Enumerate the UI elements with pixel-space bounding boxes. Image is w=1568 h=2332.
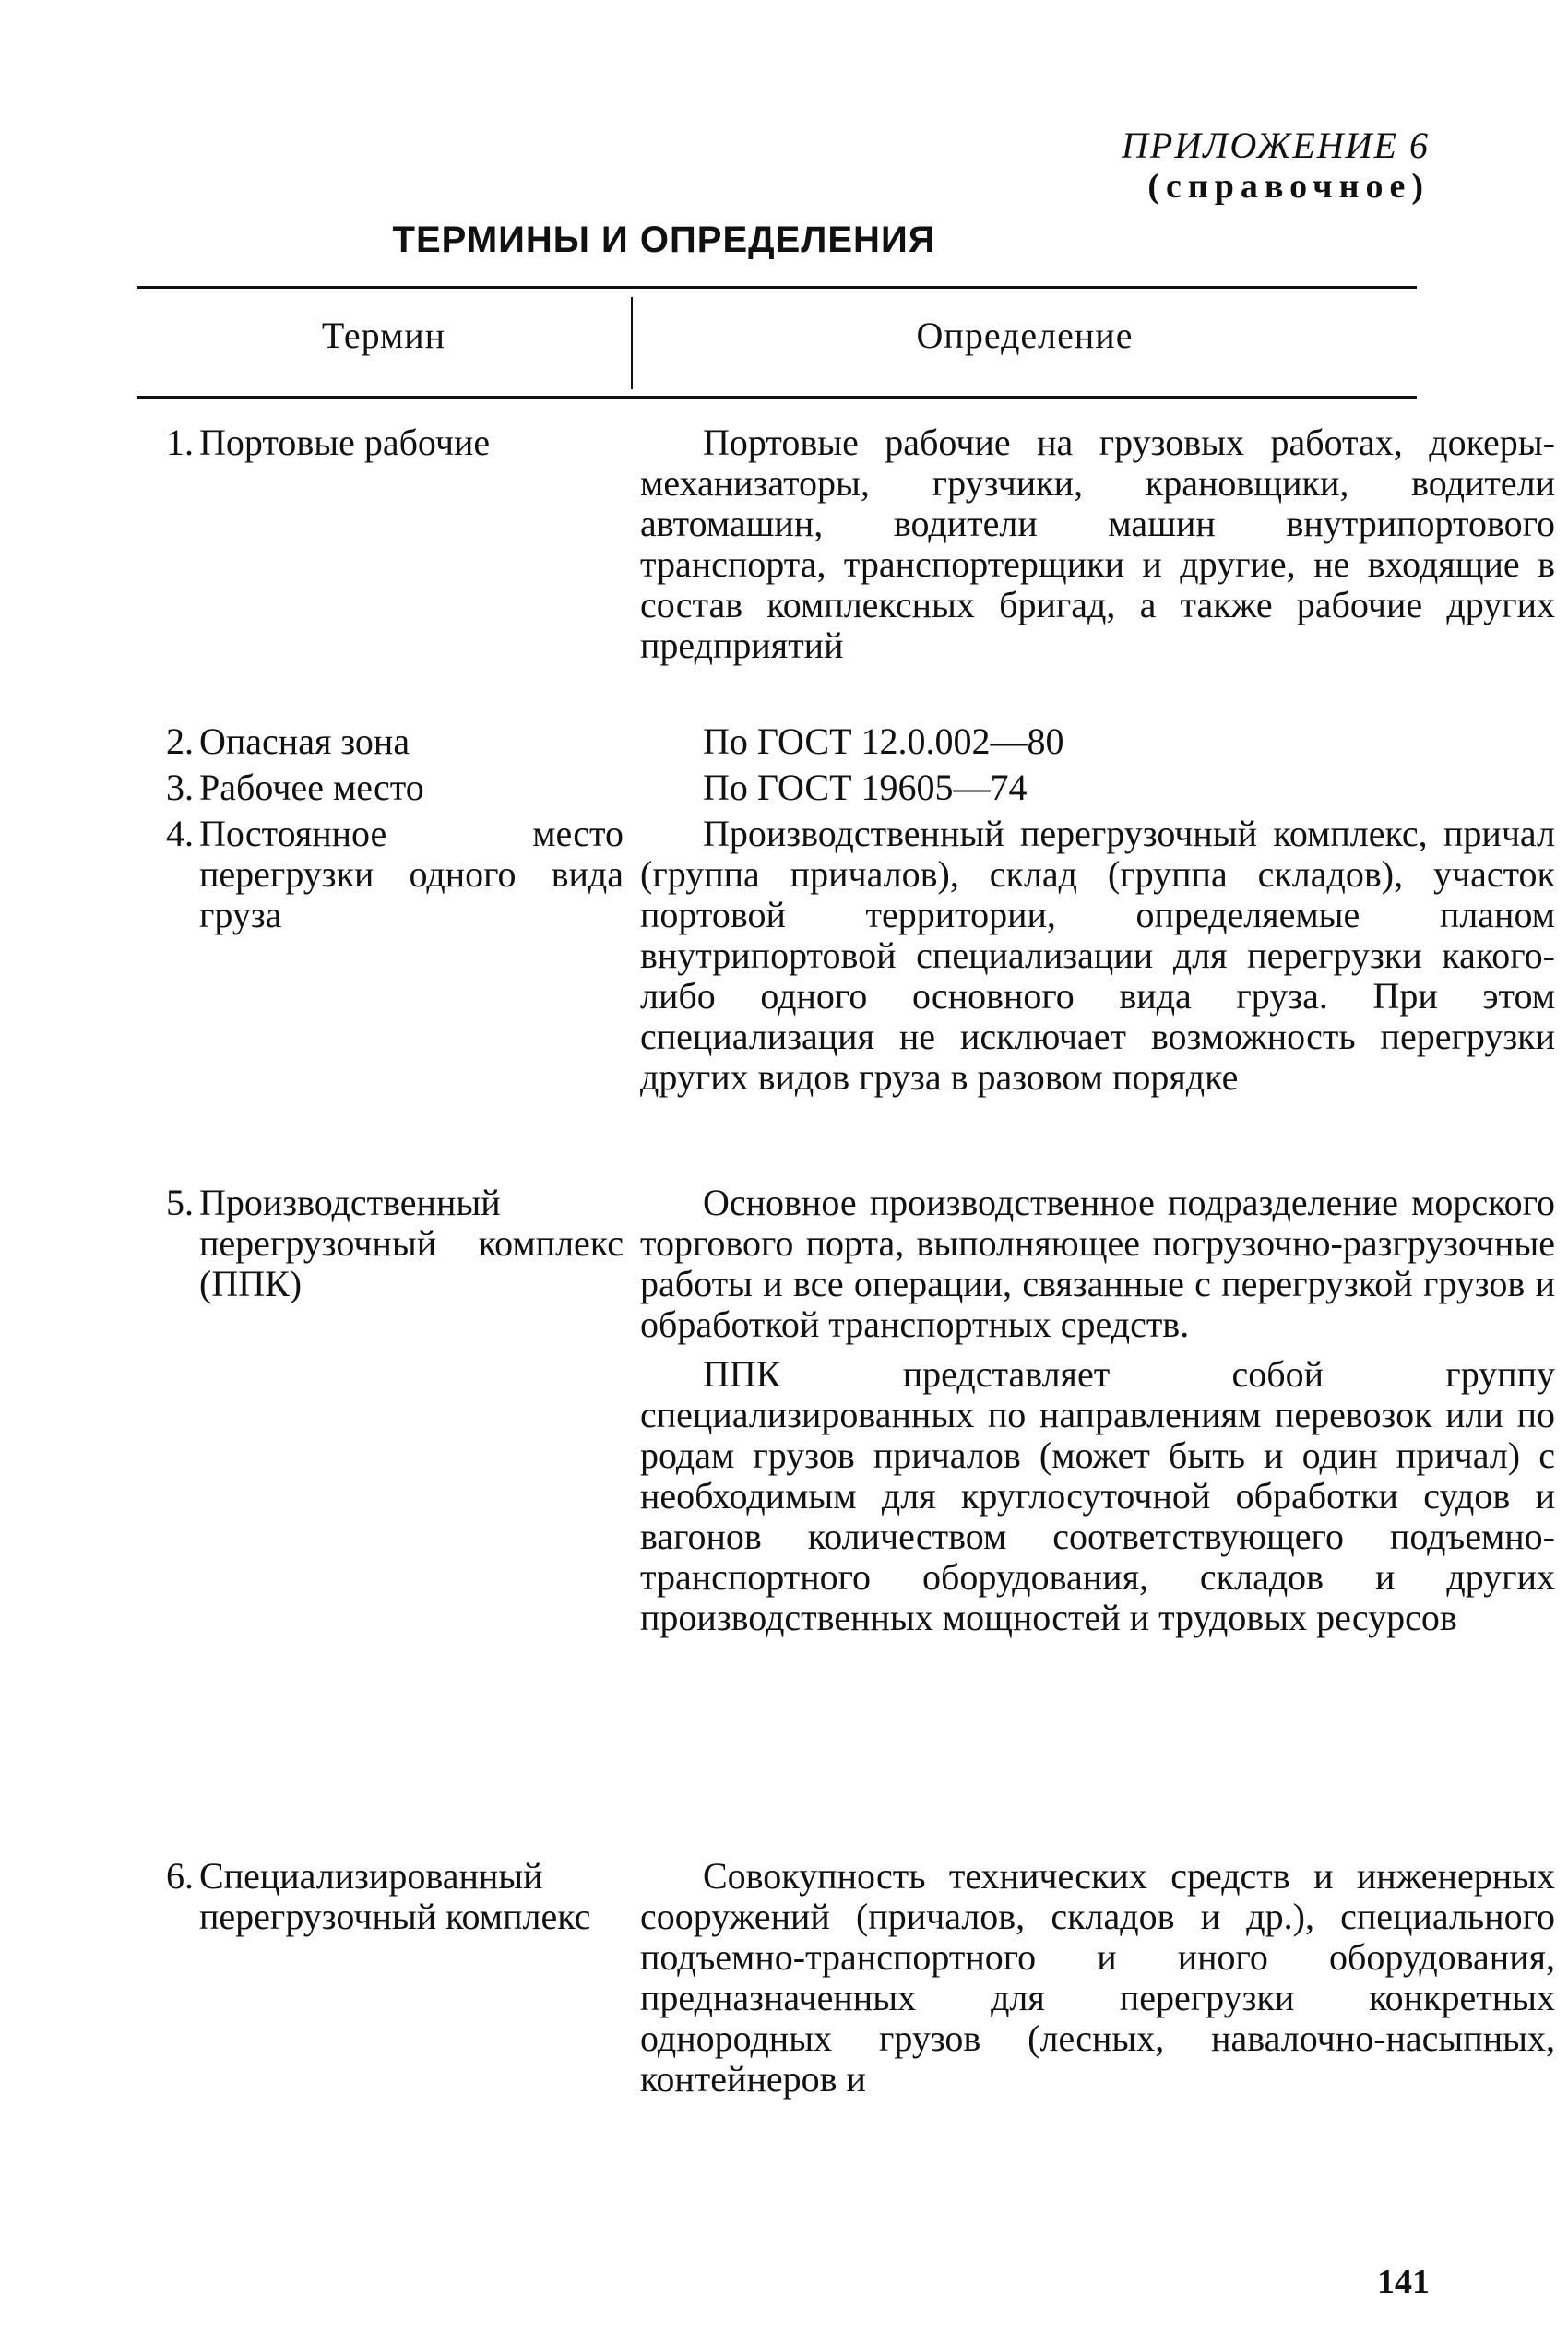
term-number: 3. <box>166 767 194 808</box>
definition-cell <box>640 814 1555 1098</box>
term-number: 2. <box>166 720 194 762</box>
column-header-definition: Определение <box>916 315 1134 356</box>
definition-paragraph: По ГОСТ 12.0.002—80 <box>703 720 1064 762</box>
definition-cell <box>640 1183 1555 1638</box>
appendix-label: ПРИЛОЖЕНИЕ 6 <box>1122 125 1430 166</box>
term-number: 4. <box>166 813 194 854</box>
column-header-term: Термин <box>321 315 446 356</box>
definition-paragraph: Основное производственное подразделение морского торгового порта, выполняющее погрузочно-разгрузочные работы и все операции, связанные с перегрузкой грузов и обработкой транспортных средств. <box>640 1182 1555 1345</box>
term-text: Постоянное место перегрузки одного вида груза <box>199 813 624 935</box>
definition-cell <box>640 721 1555 762</box>
term-number: 5. <box>166 1182 194 1223</box>
term-text: Производственный перегрузочный комплекс (ППК) <box>199 1182 624 1304</box>
definition-paragraph: Совокупность технических средств и инженерных сооружений (причалов, складов и др.), специального подъемно-транспортного и иного оборудования, предназначенных для перегрузки конкретных однородных грузов (лесных, навалочно-насыпных, контейнеров и <box>640 1855 1555 2100</box>
term-number: 1. <box>166 422 194 463</box>
term-text: Рабочее место <box>199 767 424 808</box>
term-text: Специализированный перегрузочный комплекс <box>199 1855 591 1937</box>
definition-paragraph: Портовые рабочие на грузовых работах, докеры-механизаторы, грузчики, крановщики, водители автомашин, водители машин внутрипортового транспорта, транспортерщики и другие, не входящие в состав комплексных бригад, а также рабочие других предприятий <box>640 422 1555 666</box>
definition-cell <box>640 767 1555 808</box>
definition-paragraph: По ГОСТ 19605—74 <box>703 767 1028 808</box>
appendix-note: (справочное) <box>1147 167 1430 206</box>
page-title: ТЕРМИНЫ И ОПРЕДЕЛЕНИЯ <box>392 220 936 260</box>
definition-paragraph: Производственный перегрузочный комплекс, причал (группа причалов), склад (группа складов), участок портовой территории, определяемые планом внутрипортовой специализации для перегрузки какого-либо одного основного вида груза. При этом специализация не исключает возможность перегрузки других видов груза в разовом порядке <box>640 813 1555 1098</box>
definition-cell <box>640 422 1555 666</box>
term-number: 6. <box>166 1855 194 1897</box>
table-top-rule <box>137 286 1417 289</box>
term-text: Опасная зона <box>199 720 410 762</box>
definition-cell <box>640 1856 1555 2100</box>
definition-paragraph: ППК представляет собой группу специализированных по направлениям перевозок или по родам грузов причалов (может быть и один причал) с необходимым для круглосуточной обработки судов и вагонов количеством соответствующего подъемно-транспортного оборудования, складов и других производственных мощностей и трудовых ресурсов <box>640 1353 1555 1638</box>
page-number: 141 <box>1377 2263 1430 2302</box>
term-text: Портовые рабочие <box>199 422 491 463</box>
table-header-rule <box>137 396 1417 399</box>
